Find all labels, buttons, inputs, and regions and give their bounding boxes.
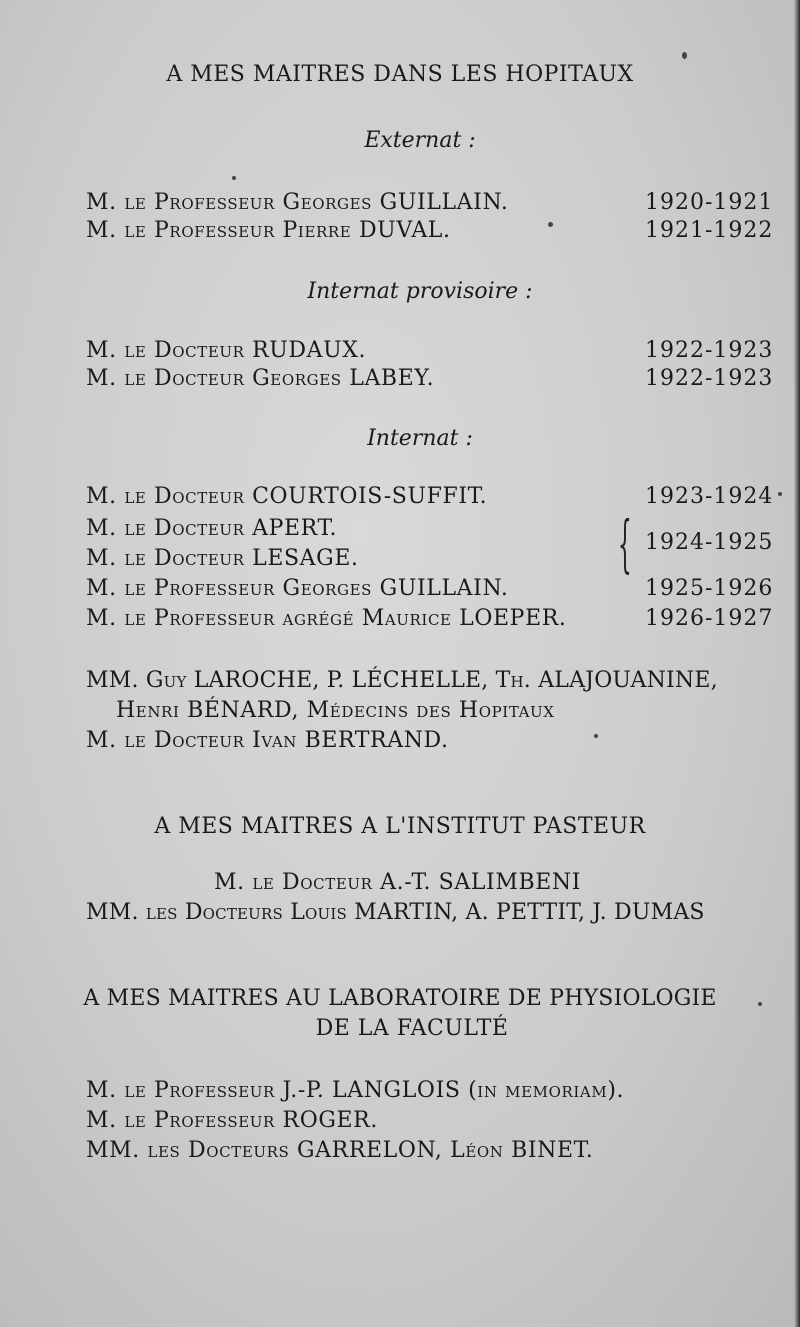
others-line-2: Henri BÉNARD, Médecins des Hopitaux [116, 698, 555, 723]
paper-speck [594, 734, 598, 738]
paper-speck [232, 176, 236, 180]
provisoire-date-2: 1922-1923 [645, 366, 774, 391]
internat-date-5: 1926-1927 [645, 606, 774, 631]
internat-row-1: M. le Docteur COURTOIS-SUFFIT. [86, 484, 488, 509]
externat-date-2: 1921-1922 [645, 218, 774, 243]
paper-speck [682, 52, 687, 59]
others-line-3: M. le Docteur Ivan BERTRAND. [86, 728, 449, 753]
internat-row-3: M. le Docteur LESAGE. [86, 546, 359, 571]
paper-speck [758, 1002, 762, 1006]
subheading-externat: Externat : [364, 128, 476, 153]
provisoire-row-1: M. le Docteur RUDAUX. [86, 338, 367, 363]
externat-row-2: M. le Professeur Pierre DUVAL. [86, 218, 451, 243]
heading-physiologie-line2: DE LA FACULTÉ [315, 1016, 509, 1041]
heading-physiologie-line1: A MES MAITRES AU LABORATOIRE DE PHYSIOLOGIE [83, 986, 717, 1011]
heading-pasteur: A MES MAITRES A L'INSTITUT PASTEUR [154, 814, 646, 839]
others-line-1: MM. Guy LAROCHE, P. LÉCHELLE, Th. ALAJOUANINE, [86, 668, 718, 693]
internat-brace-date: 1924-1925 [645, 530, 774, 555]
internat-date-4: 1925-1926 [645, 576, 774, 601]
pasteur-line-1: M. le Docteur A.-T. SALIMBENI [214, 870, 582, 895]
internat-row-4: M. le Professeur Georges GUILLAIN. [86, 576, 509, 601]
brace-symbol: { [618, 507, 632, 580]
paper-speck [548, 222, 553, 227]
externat-row-1: M. le Professeur Georges GUILLAIN. [86, 190, 509, 215]
internat-date-1: 1923-1924 [645, 484, 774, 509]
paper-speck [778, 492, 782, 496]
pasteur-line-2: MM. les Docteurs Louis MARTIN, A. PETTIT, J. DUMAS [86, 900, 705, 925]
provisoire-row-2: M. le Docteur Georges LABEY. [86, 366, 435, 391]
provisoire-date-1: 1922-1923 [645, 338, 774, 363]
physiologie-line-1: M. le Professeur J.-P. LANGLOIS (in memoriam). [86, 1078, 625, 1103]
externat-date-1: 1920-1921 [645, 190, 774, 215]
physiologie-line-2: M. le Professeur ROGER. [86, 1108, 378, 1133]
internat-row-5: M. le Professeur agrégé Maurice LOEPER. [86, 606, 567, 631]
page-edge [794, 0, 800, 1327]
internat-row-2: M. le Docteur APERT. [86, 516, 338, 541]
heading-hopitaux: A MES MAITRES DANS LES HOPITAUX [166, 62, 634, 87]
subheading-internat-provisoire: Internat provisoire : [307, 279, 533, 304]
physiologie-line-3: MM. les Docteurs GARRELON, Léon BINET. [86, 1138, 594, 1163]
subheading-internat: Internat : [367, 426, 473, 451]
